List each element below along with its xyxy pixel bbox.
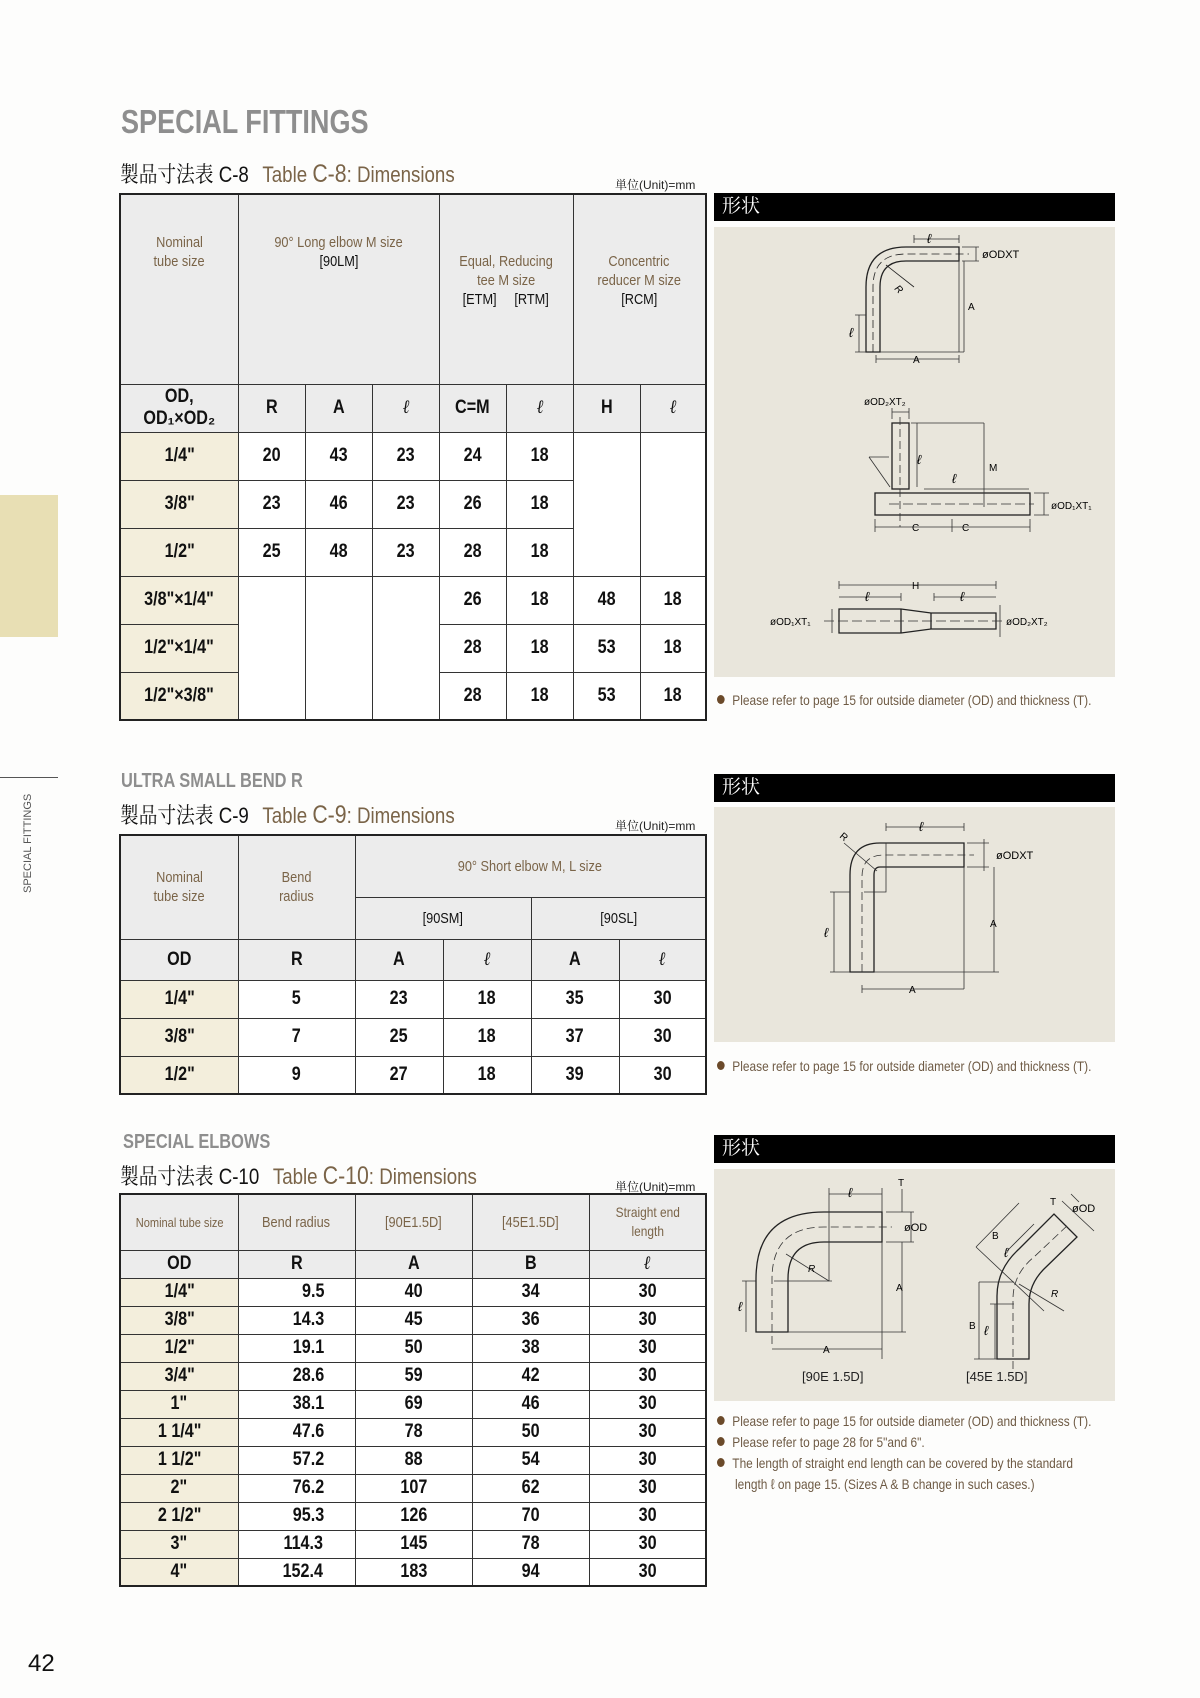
c9-header-90sl: [90SL] <box>531 897 706 939</box>
c10-title-jp: 製品寸法表 C-10 <box>120 1164 260 1189</box>
c9-shape-header: 形状 <box>714 774 1115 802</box>
c10-header-straight: Straight end length <box>589 1194 706 1250</box>
c10-note-2: Please refer to page 28 for 5"and 6". <box>717 1434 925 1450</box>
c9-table-title <box>120 799 455 830</box>
svg-text:R: R <box>837 830 850 844</box>
svg-text:A: A <box>909 985 916 996</box>
table-row: 1/4" 5 23 18 35 30 <box>120 980 706 1018</box>
c9-sub-a2: A <box>531 939 619 980</box>
svg-text:ℓ: ℓ <box>848 1185 853 1200</box>
c9-title-prefix: Table <box>262 803 313 828</box>
bullet-icon <box>717 1416 725 1425</box>
c10-sub-l: ℓ <box>589 1250 706 1278</box>
c10-sub-a: A <box>355 1250 472 1278</box>
svg-text:A: A <box>896 1283 903 1294</box>
c9-sub-l2: ℓ <box>619 939 706 980</box>
c8-sub-l1: ℓ <box>372 384 439 432</box>
c8-sub-l3: ℓ <box>640 384 706 432</box>
svg-text:A: A <box>913 355 920 366</box>
table-row: 1/2"×3/8" 28 18 53 18 <box>120 672 706 720</box>
svg-text:B: B <box>992 1231 999 1242</box>
svg-text:øOD₁XT₁: øOD₁XT₁ <box>770 617 811 628</box>
svg-text:ℓ: ℓ <box>960 589 965 604</box>
svg-text:ℓ: ℓ <box>849 325 854 340</box>
c10-title-suffix: : Dimensions <box>368 1164 477 1189</box>
table-row: 2 1/2" 95.3 126 70 30 <box>120 1502 706 1530</box>
svg-text:ℓ: ℓ <box>738 1299 743 1314</box>
c8-title-suffix: : Dimensions <box>346 162 455 187</box>
table-row: 3/8"×1/4" 26 18 48 18 <box>120 576 706 624</box>
c9-header-bend: Bend radius <box>238 835 355 939</box>
c8-header-long-elbow: 90° Long elbow M size [90LM] <box>238 194 439 384</box>
table-row: 1/4" 9.5 40 34 30 <box>120 1278 706 1306</box>
svg-text:øOD: øOD <box>1072 1203 1096 1215</box>
c8-header-reducer: Concentric reducer M size [RCM] <box>573 194 706 384</box>
svg-text:R: R <box>808 1264 816 1275</box>
svg-text:ℓ: ℓ <box>952 471 957 486</box>
c8-title-jp: 製品寸法表 C-8 <box>120 162 249 187</box>
c8-table-title <box>120 158 455 189</box>
table-row: 1 1/4" 47.6 78 50 30 <box>120 1418 706 1446</box>
svg-text:[90E 1.5D]: [90E 1.5D] <box>802 1369 864 1384</box>
c9-unit: 単位(Unit)=mm <box>615 819 696 833</box>
table-row: 1/2" 19.1 50 38 30 <box>120 1334 706 1362</box>
c8-header-tee: Equal, Reducing tee M size [ETM] [RTM] <box>439 194 573 384</box>
svg-text:M: M <box>989 463 998 474</box>
c10-header-bend: Bend radius <box>238 1194 355 1250</box>
c10-elbows-drawing-icon <box>714 1169 1115 1401</box>
table-row: 2" 76.2 107 62 30 <box>120 1474 706 1502</box>
svg-text:øODXT: øODXT <box>982 249 1020 261</box>
c9-header-nominal: Nominal tube size <box>120 835 238 939</box>
c10-header-90e: [90E1.5D] <box>355 1194 472 1250</box>
svg-text:øOD₂XT₂: øOD₂XT₂ <box>1006 617 1048 628</box>
c10-unit: 単位(Unit)=mm <box>615 1180 696 1194</box>
c10-sub-od: OD <box>120 1250 238 1278</box>
c8-note: Please refer to page 15 for outside diameter (OD) and thickness (T). <box>717 692 1091 708</box>
table-row: 4" 152.4 183 94 30 <box>120 1558 706 1586</box>
c8-shape-diagram <box>714 227 1115 677</box>
c10-title-en <box>273 1164 477 1189</box>
bullet-icon <box>717 1437 725 1446</box>
svg-text:øOD: øOD <box>904 1222 928 1234</box>
c10-shape-header: 形状 <box>714 1135 1115 1163</box>
c8-shape-header: 形状 <box>714 193 1115 221</box>
c8-sub-a: A <box>305 384 372 432</box>
c9-sub-od: OD <box>120 939 238 980</box>
svg-text:[45E 1.5D]: [45E 1.5D] <box>966 1369 1028 1384</box>
c10-title-code: C-10 <box>322 1162 369 1190</box>
c8-sub-h: H <box>573 384 640 432</box>
table-row: 1/2"×1/4" 28 18 53 18 <box>120 624 706 672</box>
table-row: 3/4" 28.6 59 42 30 <box>120 1362 706 1390</box>
table-row: 1/4" 20 43 23 24 18 <box>120 432 706 480</box>
side-tab <box>0 495 58 637</box>
table-row: 1 1/2" 57.2 88 54 30 <box>120 1446 706 1474</box>
c8-header-nominal: Nominal tube size <box>120 194 238 384</box>
c10-note-3: The length of straight end length can be covered by the standard <box>717 1455 1073 1471</box>
c10-note-1: Please refer to page 15 for outside diameter (OD) and thickness (T). <box>717 1413 1091 1429</box>
table-row: 3/8" 23 46 23 26 18 <box>120 480 706 528</box>
c9-title-en <box>262 803 454 828</box>
page-title: SPECIAL FITTINGS <box>121 103 369 140</box>
bullet-icon <box>717 1458 725 1467</box>
page-number: 42 <box>28 1650 55 1677</box>
svg-text:øOD₂XT₂: øOD₂XT₂ <box>864 397 906 408</box>
svg-text:ℓ: ℓ <box>1004 1245 1009 1260</box>
c9-note: Please refer to page 15 for outside diameter (OD) and thickness (T). <box>717 1058 1091 1074</box>
c9-sub-r: R <box>238 939 355 980</box>
svg-text:ℓ: ℓ <box>927 231 932 246</box>
svg-text:ℓ: ℓ <box>984 1323 989 1338</box>
c8-sub-cm: C=M <box>439 384 506 432</box>
svg-text:øOD₁XT₁: øOD₁XT₁ <box>1051 501 1092 512</box>
svg-text:B: B <box>969 1321 976 1332</box>
c9-header-short-elbow: 90° Short elbow M, L size <box>355 835 706 897</box>
c9-title-suffix: : Dimensions <box>346 803 455 828</box>
c8-table <box>119 193 707 721</box>
c9-sub-l1: ℓ <box>443 939 531 980</box>
c10-header-nominal: Nominal tube size <box>120 1194 238 1250</box>
svg-text:ℓ: ℓ <box>865 589 870 604</box>
c8-fittings-drawing-icon <box>714 227 1115 677</box>
svg-text:ℓ: ℓ <box>917 452 922 467</box>
svg-text:A: A <box>823 1345 830 1356</box>
bullet-icon <box>717 695 725 704</box>
c8-title-code: C-8 <box>312 160 347 188</box>
svg-text:ℓ: ℓ <box>919 819 924 834</box>
c9-shape-diagram <box>714 807 1115 1042</box>
svg-text:T: T <box>1050 1197 1057 1208</box>
bullet-icon <box>717 1061 725 1070</box>
c9-sub-a1: A <box>355 939 443 980</box>
c8-title-prefix: Table <box>262 162 313 187</box>
svg-text:A: A <box>990 919 997 930</box>
c10-title-prefix: Table <box>272 1164 323 1189</box>
c9-table <box>119 834 707 1095</box>
table-row: 1/2" 25 48 23 28 18 <box>120 528 706 576</box>
c9-section-title: ULTRA SMALL BEND R <box>121 770 303 792</box>
c10-sub-r: R <box>238 1250 355 1278</box>
side-divider <box>0 777 58 778</box>
c10-note-3-cont: length ℓ on page 15. (Sizes A & B change in such cases.) <box>735 1476 1035 1492</box>
table-row: 3" 114.3 145 78 30 <box>120 1530 706 1558</box>
table-row: 1" 38.1 69 46 30 <box>120 1390 706 1418</box>
svg-text:ℓ: ℓ <box>824 925 829 940</box>
svg-text:C: C <box>912 523 920 534</box>
svg-text:R: R <box>1051 1289 1059 1300</box>
c9-title-jp: 製品寸法表 C-9 <box>120 803 249 828</box>
c8-sub-r: R <box>238 384 305 432</box>
svg-text:A: A <box>968 302 975 313</box>
svg-text:R: R <box>891 283 905 297</box>
svg-text:C: C <box>962 523 970 534</box>
table-row: 3/8" 7 25 18 37 30 <box>120 1018 706 1056</box>
c10-shape-diagram <box>714 1169 1115 1401</box>
c9-title-code: C-9 <box>312 801 347 829</box>
c8-sub-od: OD, OD₁×OD₂ <box>120 384 238 432</box>
c8-unit: 単位(Unit)=mm <box>615 178 696 192</box>
c10-sub-b: B <box>472 1250 589 1278</box>
c8-sub-l2: ℓ <box>506 384 573 432</box>
side-label: SPECIAL FITTINGS <box>22 793 34 893</box>
c8-title-en <box>262 162 454 187</box>
c9-elbow-drawing-icon <box>714 807 1115 1042</box>
table-row: 3/8" 14.3 45 36 30 <box>120 1306 706 1334</box>
c10-table <box>119 1193 707 1587</box>
c9-header-90sm: [90SM] <box>355 897 531 939</box>
c10-header-45e: [45E1.5D] <box>472 1194 589 1250</box>
table-row: 1/2" 9 27 18 39 30 <box>120 1056 706 1094</box>
c10-section-title: SPECIAL ELBOWS <box>123 1131 271 1153</box>
svg-text:T: T <box>898 1178 905 1189</box>
svg-text:øODXT: øODXT <box>996 850 1034 862</box>
svg-text:H: H <box>912 581 920 592</box>
c10-table-title <box>120 1160 477 1191</box>
